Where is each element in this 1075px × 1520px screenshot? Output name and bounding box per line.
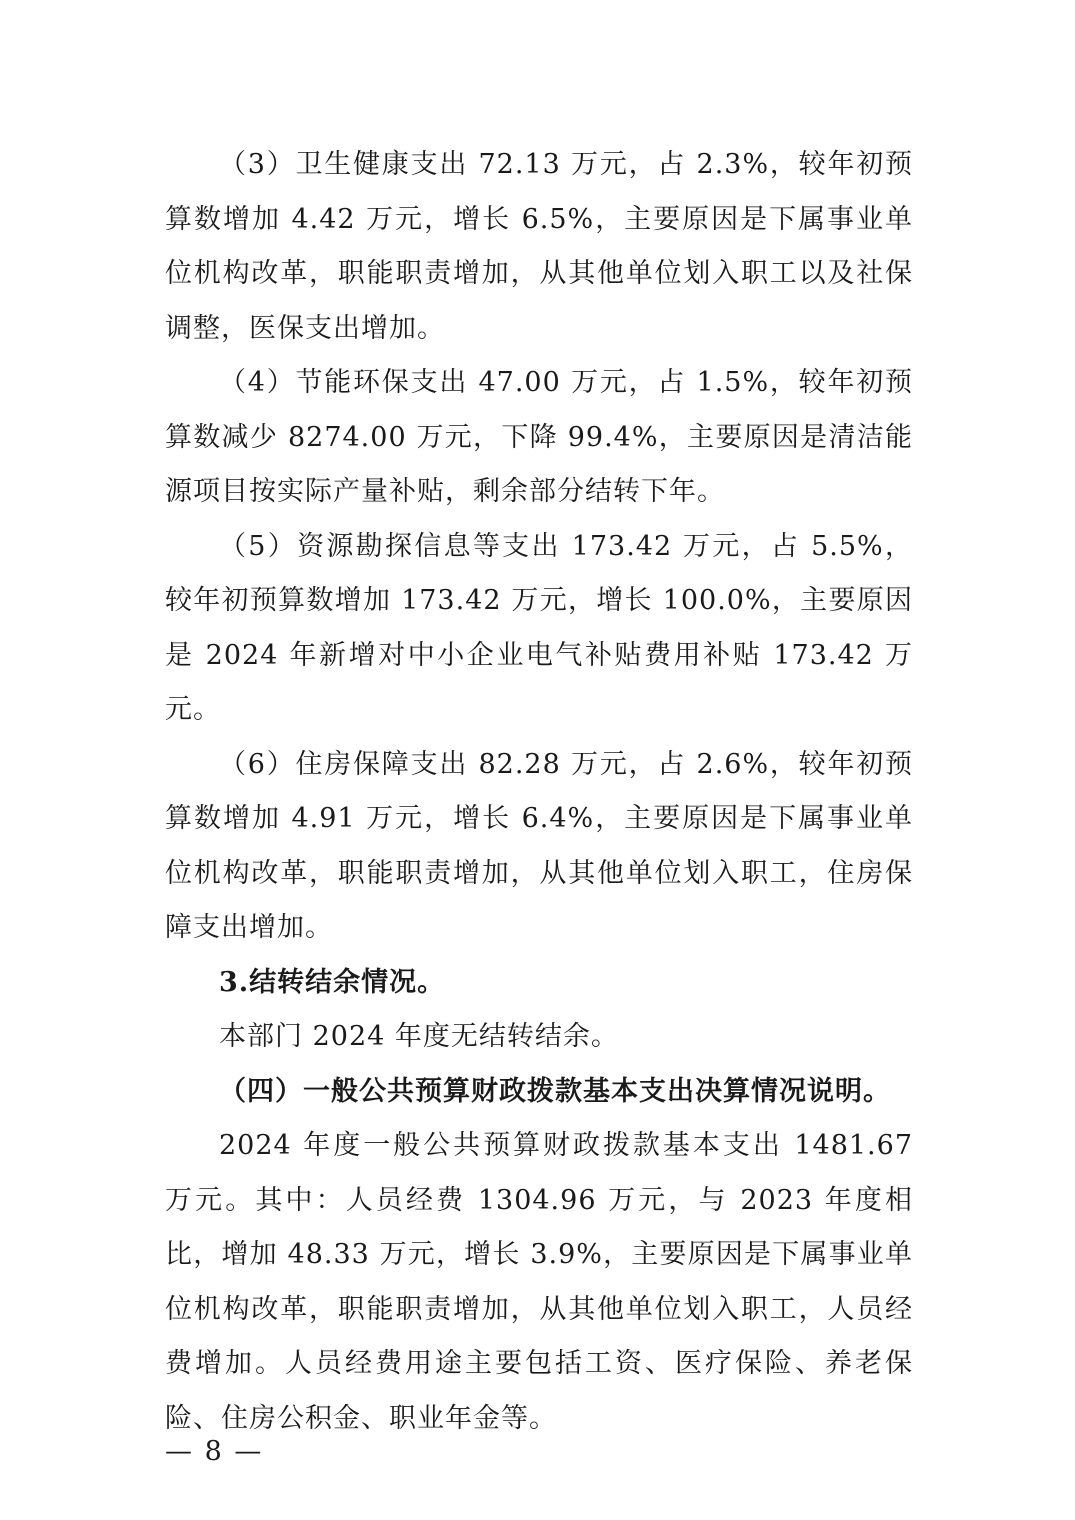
section-heading-carryover: 3.结转结余情况。 (219, 966, 446, 998)
document-body (165, 138, 913, 1446)
page-number: — 8 — (165, 1436, 264, 1467)
paragraph-health-expenditure: （3）卫生健康支出 72.13 万元，占 2.3%，较年初预算数增加 4.42 万元，增长 6.5%，主要原因是下属事业单位机构改革，职能职责增加，从其他单位划入职工以及社保调整，医保支出增加。 (165, 149, 913, 344)
paragraph-resource-exploration-expenditure: （5）资源勘探信息等支出 173.42 万元，占 5.5%，较年初预算数增加 173.42 万元，增长 100.0%，主要原因是 2024 年新增对中小企业电气补贴费用补贴 173.42 万元。 (165, 530, 913, 725)
paragraph-carryover: 本部门 2024 年度无结转结余。 (219, 1021, 619, 1052)
section-heading-basic-expenditure: （四）一般公共预算财政拨款基本支出决算情况说明。 (219, 1075, 891, 1107)
paragraph-basic-expenditure: 2024 年度一般公共预算财政拨款基本支出 1481.67 万元。其中：人员经费 1304.96 万元，与 2023 年度相比，增加 48.33 万元，增长 3.9%，主要原因是下属事业单位机构改革，职能职责增加，从其他单位划入职工，人员经费增加。人员经费用途主要包括工资、医疗保险、养老保险、住房公积金、职业年金等。 (165, 1130, 913, 1434)
paragraph-energy-environment-expenditure: （4）节能环保支出 47.00 万元，占 1.5%，较年初预算数减少 8274.00 万元，下降 99.4%，主要原因是清洁能源项目按实际产量补贴，剩余部分结转下年。 (165, 367, 913, 507)
paragraph-housing-expenditure: （6）住房保障支出 82.28 万元，占 2.6%，较年初预算数增加 4.91 万元，增长 6.4%，主要原因是下属事业单位机构改革，职能职责增加，从其他单位划入职工，住房保障支出增加。 (165, 748, 913, 943)
